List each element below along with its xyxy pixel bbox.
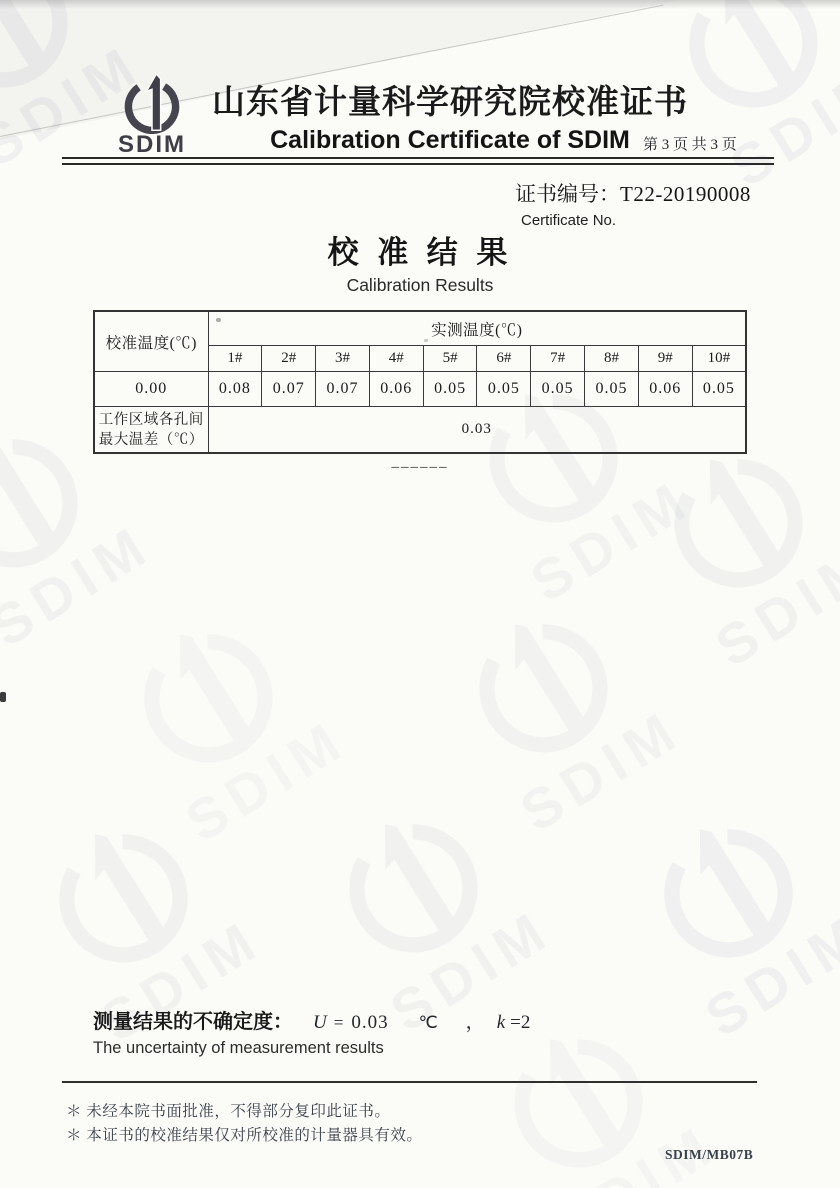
sdim-watermark-icon [315, 790, 565, 1010]
header-rule [62, 157, 774, 165]
channel-header-cell: 10# [692, 346, 746, 372]
channel-header-cell: 6# [477, 346, 531, 372]
section-title-en: Calibration Results [346, 275, 494, 295]
sdim-logo-icon [119, 72, 185, 134]
uncertainty-comma: ， [465, 1012, 485, 1033]
logo-label: SDIM [118, 131, 186, 158]
uncertainty-k-symbol: k [496, 1012, 506, 1033]
scan-speck [0, 692, 6, 702]
footnote-1: ＊ 未经本院书面批准，不得部分复印此证书。 [66, 1103, 391, 1120]
channel-header-cell: 8# [585, 346, 639, 372]
channel-header-cell: 4# [369, 346, 423, 372]
uncertainty-unit: ℃ [418, 1013, 438, 1032]
sdim-watermark-icon [630, 795, 840, 1015]
sdim-watermark-icon [445, 590, 695, 810]
channel-header-cell: 1# [208, 346, 262, 372]
measured-value-cell: 0.05 [423, 372, 477, 407]
page-number: 第 3 页 共 3 页 [643, 137, 737, 153]
uncertainty-label-zh: 测量结果的不确定度： [93, 1011, 293, 1033]
uncertainty-value: 0.03 [351, 1012, 389, 1033]
measured-value-cell: 0.07 [262, 372, 316, 407]
footnotes [66, 1100, 422, 1148]
sdim-watermark-icon [110, 600, 360, 820]
placeholder-dashes: –––––– [391, 459, 449, 475]
certificate-number-label-en: Certificate No. [521, 212, 617, 229]
results-table [93, 310, 747, 454]
channel-header-cell: 7# [531, 346, 585, 372]
measured-value-cell: 0.05 [477, 372, 531, 407]
max-diff-value: 0.03 [208, 407, 746, 454]
uncertainty-k-value: =2 [510, 1012, 531, 1033]
uncertainty-equals: = [333, 1013, 344, 1032]
sdim-watermark-icon [25, 800, 275, 1020]
header-title-block [206, 76, 694, 155]
measured-value-cell: 0.06 [638, 372, 692, 407]
measured-temp-header-cell: 实测温度(℃) [208, 311, 746, 346]
section-title [0, 227, 840, 296]
uncertainty-block [93, 1005, 530, 1058]
max-diff-label: 工作区域各孔间 最大温差（℃） [94, 407, 208, 454]
certificate-title-zh: 山东省计量科学研究院校准证书 [212, 85, 688, 121]
measured-value-cell: 0.05 [585, 372, 639, 407]
uncertainty-label-en: The uncertainty of measurement results [93, 1039, 384, 1057]
footnote-2: ＊ 本证书的校准结果仅对所校准的计量器具有效。 [66, 1127, 423, 1144]
section-title-zh: 校 准 结 果 [327, 235, 513, 270]
calibration-temp-header-cell: 校准温度(℃) [94, 311, 208, 372]
header-logo [100, 72, 204, 159]
certificate-number-label: 证书编号： [515, 182, 620, 206]
channel-header-cell: 5# [423, 346, 477, 372]
channel-header-cell: 9# [638, 346, 692, 372]
form-code: SDIM/MB07B [665, 1147, 754, 1162]
certificate-title-en: Calibration Certificate of SDIM [270, 126, 630, 154]
measured-value-cell: 0.08 [208, 372, 262, 407]
measured-value-cell: 0.07 [316, 372, 370, 407]
measured-value-cell: 0.05 [692, 372, 746, 407]
sdim-watermark-icon [640, 425, 840, 645]
channel-header-cell: 2# [262, 346, 316, 372]
channel-header-cell: 3# [316, 346, 370, 372]
measured-value-cell: 0.06 [369, 372, 423, 407]
certificate-number-block [515, 178, 751, 229]
measured-value-cell: 0.05 [531, 372, 585, 407]
uncertainty-u-symbol: U [313, 1012, 327, 1033]
certificate-number-value: T22-20190008 [620, 182, 751, 206]
calibration-temp-value: 0.00 [94, 372, 208, 407]
footer-rule [62, 1081, 757, 1083]
